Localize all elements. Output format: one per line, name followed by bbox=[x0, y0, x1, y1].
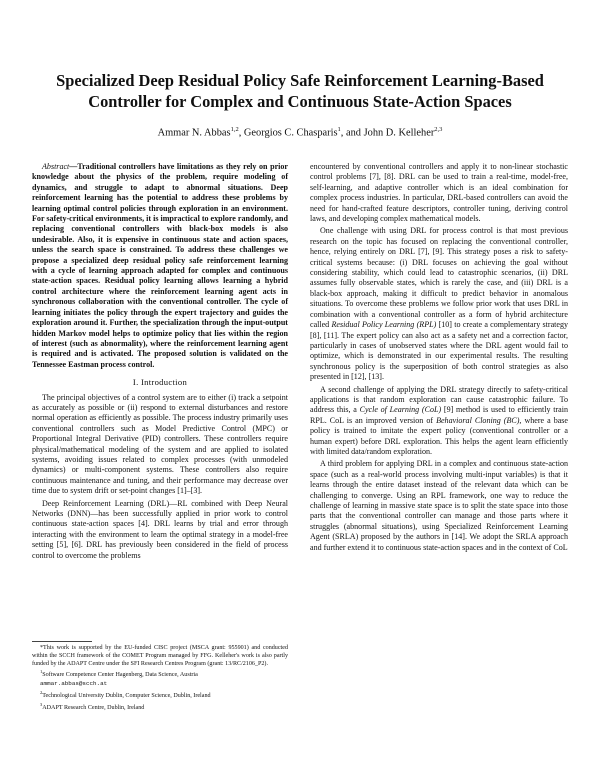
abstract-dash: — bbox=[69, 162, 78, 171]
paragraph bbox=[310, 385, 568, 458]
paper-title: Specialized Deep Residual Policy Safe Reinforcement Learning-Based Controller for Complex and Continuous State-Action Spaces bbox=[56, 71, 544, 111]
paragraph-text: [10] to create a complementary strategy [8], [11]. The expert policy can also act as a safety net and a correction factor, particularly in cases of unobserved states where the DRL agent would fail to optimize, which is demonstrated in our experimental results. The resulting synchronous policy is the superposition of both control strategies as also presented in [12], [13]. bbox=[310, 320, 568, 382]
email-address[interactable]: ammar.abbas@scch.at bbox=[40, 680, 108, 688]
footnote-mark: 2 bbox=[40, 690, 43, 696]
author-name: Georgios C. Chasparis bbox=[243, 127, 338, 139]
section-heading-introduction: I. Introduction bbox=[132, 377, 188, 388]
emphasis: Behavioral Cloning (BC) bbox=[436, 415, 520, 425]
paragraph: Deep Reinforcement Learning (DRL)—RL combined with Deep Neural Networks (DNN)—has been successfully applied in prior work to control continuous state-action spaces [4]. DRL learns by trial and error through interacting with the environment to learn the optimal strategy in a model-free setting [5], [6]. DRL has previously been considered in the field of process control to overcome the problems bbox=[32, 498, 288, 560]
footnote-mark: 3 bbox=[40, 701, 43, 707]
footnotes bbox=[32, 641, 288, 713]
paragraph-text: One challenge with using DRL for process control is that most previous research on the topic has focused on replacing the conventional controller, hence, relying entirely on DRL [7], [9]. This strategy poses a risk to safety-critical systems because: (i) DRL focuses on achieving the goal without considering stability, which could lead to catastrophic scenarios, (ii) DRL assumes fully observable states, which is rarely the case, and (iii) DRL is a black-box approach, making it difficult to predict behavior in anomalous situations. To overcome these problems we follow prior work that uses DRL in combination with a conventional controller as a form of hybrid architecture called bbox=[310, 226, 568, 330]
author-affiliation: 1,2 bbox=[230, 126, 239, 133]
paragraph-text: , where a base policy is trained to imitate the expert policy (conventional controller or a human expert) before DRL exploration. This helps the agent learn efficiently with limited data/random exploration. bbox=[310, 415, 568, 456]
footnote-mark: 1 bbox=[40, 669, 43, 675]
abstract-body: Traditional controllers have limitations as they rely on prior knowledge about the physics of the problem, require modeling of dynamics, and struggle to adapt to abnormal situations. Deep reinforcement learning has the potential to address these problems by learning optimal control policies through exploration in an environment. For safety-critical environments, it is impractical to explore randomly, and replacing conventional controllers with black-box models is also undesirable. Also, it is expensive in continuous state and action spaces, unless the search space is constrained. To address these challenges we propose a specialized deep residual policy safe reinforcement learning with a cycle of learning approach adapted for complex and continuous state-action spaces. Residual policy learning allows learning a hybrid control architecture where the reinforcement learning agent acts in synchronous collaboration with the conventional controller. The cycle of learning initiates the policy through the expert trajectory and guides the exploration around it. Further, the specialization through the input-output hidden Markov model helps to optimize policy that lies within the region of interest (such as abnormality), where the reinforcement learning agent is required and is activated. The proposed solution is validated on the Tennessee Eastman process control. bbox=[32, 162, 288, 369]
paragraph: The principal objectives of a control system are to either (i) track a setpoint as accurately as possible or (ii) respond to external disturbances and restore normal operation as efficiently as possible. The process industry primarily uses conventional controllers such as Model Predictive Control (MPC) or Proportional Integral Derivative (PID) controllers. These controllers require physical/mathematical modeling of the system and are applied to isolated systems, avoiding issues related to complex processes (with unmodeled dynamics) or multi-component systems. These controllers also require continuous maintenance and tuning, and their performance may decrease over time due to system drift or set-point changes [1]–[3]. bbox=[32, 392, 288, 496]
emphasis: Residual Policy Learning (RPL) bbox=[331, 320, 437, 330]
affiliation-text: ADAPT Research Centre, Dublin, Ireland bbox=[42, 704, 145, 711]
paragraph-text: A second challenge of applying the DRL strategy directly to safety-critical applications is that random exploration can cause catastrophic failure. To address this, a bbox=[310, 384, 568, 415]
left-column bbox=[32, 162, 288, 563]
affiliation-text: Technological University Dublin, Computer Science, Dublin, Ireland bbox=[42, 693, 211, 700]
author-name: John D. Kelleher bbox=[363, 127, 435, 139]
emphasis: Cycle of Learning (CoL) bbox=[359, 405, 442, 415]
paragraph: encountered by conventional controllers and apply it to non-linear stochastic control problems [7], [8]. DRL can be used to train a real-time, model-free, self-learning, and adaptive controller which is an ideal combination for complex process industries. In particular, DRL-based controllers can avoid the need for hand-crafted feature descriptors, controller tuning, deriving control laws, and developing complex mathematical models. bbox=[310, 162, 568, 224]
right-column bbox=[310, 162, 568, 555]
paragraph-text: [9] method is used to efficiently train RPL. CoL is an improved version of bbox=[310, 405, 568, 425]
affiliation-footnote bbox=[32, 668, 288, 680]
author-separator: , and bbox=[340, 127, 364, 139]
abstract bbox=[32, 162, 288, 370]
author-affiliation: 1 bbox=[337, 126, 341, 133]
author-line bbox=[30, 126, 570, 138]
affiliation-footnote bbox=[32, 689, 288, 701]
paragraph: A third problem for applying DRL in a complex and continuous state-action space (such as a real-world process involving multi-input variables) is that it learns through the entire dataset instead of the relevant data which can be challenging to converge. Using an RPL framework, one way to reduce the challenge of learning in massive state space is to split the state space into those parts that the conventional controller can manage and those parts where it struggles (abnormal situations), using Specialized Reinforcement Learning Agent (SRLA) proposed by the authors in [14]. We adopt the SRLA approach and further extend it to continuous state-action spaces and in the context of CoL bbox=[310, 459, 568, 552]
affiliation-footnote bbox=[32, 701, 288, 713]
funding-footnote: *This work is supported by the EU-funded CISC project (MSCA grant: 955901) and conducted within the SCCH framework of the COMET Program managed by FFG. Kelleher's work is also partly funded by the ADAPT Centre under the SFI Research Centres Program (grant: 13/RC/2106_P2). bbox=[32, 645, 288, 667]
abstract-label: Abstract bbox=[42, 162, 70, 171]
author-separator: , bbox=[238, 127, 244, 139]
author-name: Ammar N. Abbas bbox=[157, 127, 231, 139]
author-affiliation: 2,3 bbox=[434, 126, 443, 133]
email-line bbox=[32, 680, 288, 689]
paragraph bbox=[310, 226, 568, 382]
affiliation-text: Software Competence Center Hagenberg, Data Science, Austria bbox=[42, 672, 198, 679]
footnote-rule bbox=[32, 641, 92, 642]
